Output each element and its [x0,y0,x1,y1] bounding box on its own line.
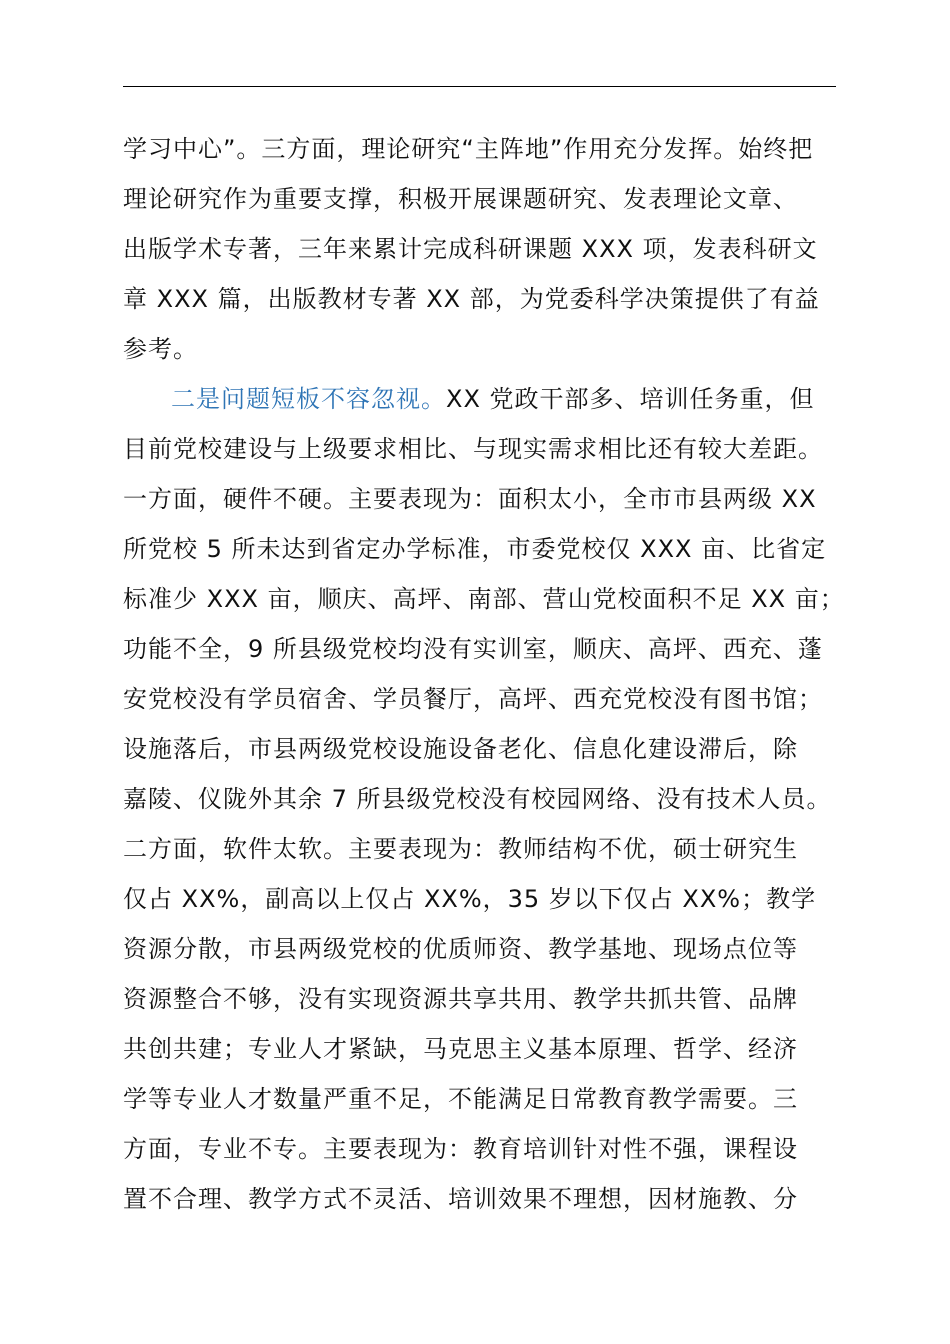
paragraph-line: 功能不全，9 所县级党校均没有实训室，顺庆、高坪、西充、蓬 [123,635,823,663]
paragraph-line: 方面，专业不专。主要表现为：教育培训针对性不强，课程设 [123,1135,798,1163]
paragraph-line: 参考。 [123,335,198,363]
paragraph-line: 所党校 5 所未达到省定办学标准，市委党校仅 XXX 亩、比省定 [123,535,827,563]
paragraph-first-line [171,374,815,424]
header-rule [123,86,836,87]
paragraph-line: 章 XXX 篇，出版教材专著 XX 部，为党委科学决策提供了有益 [123,285,820,313]
paragraph-line: 目前党校建设与上级要求相比、与现实需求相比还有较大差距。 [123,435,823,463]
paragraph-line: 二方面，软件太软。主要表现为：教师结构不优，硕士研究生 [123,835,798,863]
paragraph-line: 嘉陵、仪陇外其余 7 所县级党校没有校园网络、没有技术人员。 [123,785,832,813]
paragraph-line: 安党校没有学员宿舍、学员餐厅，高坪、西充党校没有图书馆； [123,685,823,713]
paragraph-line: 设施落后，市县两级党校设施设备老化、信息化建设滞后，除 [123,735,798,763]
paragraph-line: 出版学术专著，三年来累计完成科研课题 XXX 项，发表科研文 [123,235,818,263]
paragraph-line: 资源整合不够，没有实现资源共享共用、教学共抓共管、品牌 [123,985,798,1013]
paragraph-line: 共创共建；专业人才紧缺，马克思主义基本原理、哲学、经济 [123,1035,798,1063]
paragraph-line: 一方面，硬件不硬。主要表现为：面积太小，全市市县两级 XX [123,485,817,513]
paragraph-line: 学等专业人才数量严重不足，不能满足日常教育教学需要。三 [123,1085,798,1113]
paragraph-line: 学习中心”。三方面，理论研究“主阵地”作用充分发挥。始终把 [123,135,814,163]
paragraph-line: 置不合理、教学方式不灵活、培训效果不理想，因材施教、分 [123,1185,798,1213]
paragraph-line: 资源分散，市县两级党校的优质师资、教学基地、现场点位等 [123,935,798,963]
paragraph-line: 理论研究作为重要支撑，积极开展课题研究、发表理论文章、 [123,185,798,213]
section-lead-heading: 二是问题短板不容忽视。 [171,385,446,413]
paragraph-line: 仅占 XX%，副高以上仅占 XX%，35 岁以下仅占 XX%；教学 [123,885,817,913]
paragraph-line: 标准少 XXX 亩，顺庆、高坪、南部、营山党校面积不足 XX 亩； [123,585,845,613]
paragraph-line-rest: XX 党政干部多、培训任务重，但 [446,385,815,413]
